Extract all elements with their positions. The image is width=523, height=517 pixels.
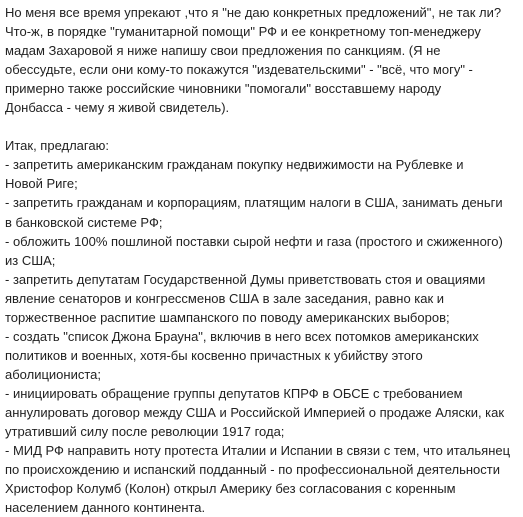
list-line: из США;	[5, 252, 56, 268]
list-line: торжественное распитие шампанского по поводу американских выборов;	[5, 309, 450, 325]
list-line: аболициониста;	[5, 366, 101, 382]
list-line: населением данного континента.	[5, 500, 206, 516]
list-line: по происхождению и испанский подданный - по профессиональной деятельности	[5, 462, 500, 478]
list-line: - инициировать обращение группы депутатов КПРФ в ОБСЕ с требованием	[5, 385, 463, 401]
list-line: Новой Риге;	[5, 176, 78, 192]
list-line: утративший силу после революции 1917 года;	[5, 424, 285, 440]
intro-line: обессудьте, если они кому-то покажутся "издевательскими" - "всё, что могу" -	[5, 62, 473, 78]
intro-line: Что-ж, в порядке "гуманитарной помощи" РФ и ее конкретному топ-менеджеру	[5, 24, 481, 40]
intro-line: примерно также российские чиновники "помогали" восставшему народу	[5, 81, 442, 97]
list-line: - запретить американским гражданам покупку недвижимости на Рублевке и	[5, 157, 464, 173]
list-line: - запретить депутатам Государственной Думы приветствовать стоя и овациями	[5, 271, 486, 287]
intro-line: Донбасса - чему я живой свидетель).	[5, 100, 230, 116]
list-line: - обложить 100% пошлиной поставки сырой нефти и газа (простого и сжиженного)	[5, 233, 503, 249]
list-heading: Итак, предлагаю:	[5, 138, 109, 154]
list-line: - МИД РФ направить ноту протеста Италии и Испании в связи с тем, что итальянец	[5, 443, 511, 459]
list-line: в банковской системе РФ;	[5, 214, 163, 230]
list-line: - создать "список Джона Брауна", включив в него всех потомков американских	[5, 328, 479, 344]
list-line: Христофор Колумб (Колон) открыл Америку без согласования с коренным	[5, 481, 456, 497]
list-line: политиков и военных, хотя-бы косвенно причастных к убийству этого	[5, 347, 423, 363]
list-line: аннулировать договор между США и Российской Империей о продаже Аляски, как	[5, 404, 505, 420]
intro-line: Но меня все время упрекают ,что я "не даю конкретных предложений", не так ли?	[5, 5, 502, 20]
paragraph-gap	[5, 117, 519, 136]
list-line: явление сенаторов и конгрессменов США в зале заседания, равно как и	[5, 290, 445, 306]
list-line: - запретить гражданам и корпорациям, платящим налоги в США, занимать деньги	[5, 195, 503, 211]
intro-line: мадам Захаровой я ниже напишу свои предложения по санкциям. (Я не	[5, 43, 441, 59]
